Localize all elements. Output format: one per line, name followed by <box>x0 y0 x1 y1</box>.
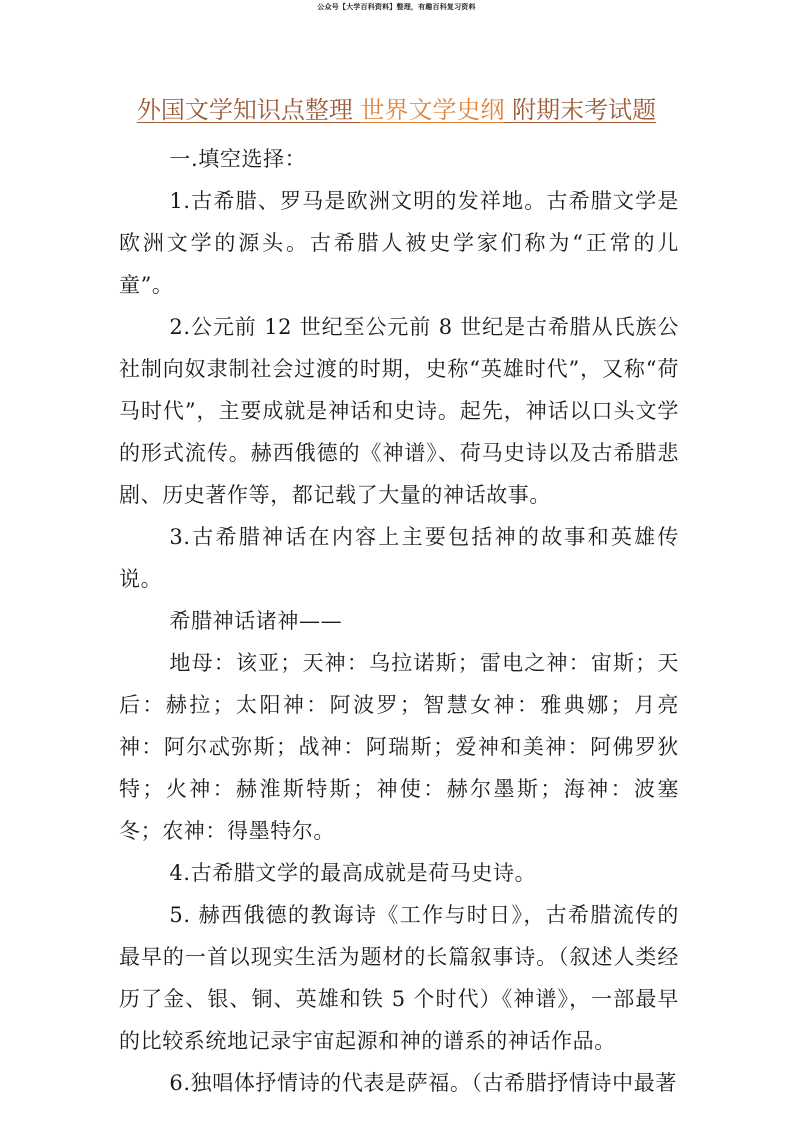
page-title <box>0 94 793 126</box>
title-gap <box>505 96 513 124</box>
top-banner: 公众号【大学百科资料】整理，有趣百科复习资料 <box>317 2 476 11</box>
gods-heading: 希腊神话诸神—— <box>169 609 343 633</box>
paragraph-4: 4.古希腊文学的最高成就是荷马史诗。 <box>169 861 537 885</box>
section-heading: 一.填空选择： <box>169 147 307 171</box>
title-segment-2: 世界文学史纲 <box>360 96 505 124</box>
title-segment-1: 外国文学知识点整理 <box>136 96 353 124</box>
title-gap <box>353 96 361 124</box>
gods-list: 地母：该亚；天神：乌拉诺斯；雷电之神：宙斯；天后：赫拉；太阳神：阿波罗；智慧女神：雅典娜；月亮神：阿尔忒弥斯；战神：阿瑞斯；爱神和美神：阿佛罗狄特；火神：赫淮斯特斯；神使：赫尔墨斯；海神：波塞冬；农神：得墨特尔。 <box>119 651 679 843</box>
document-body <box>119 138 679 1104</box>
paragraph-6: 6.独唱体抒情诗的代表是萨福。（古希腊抒情诗中最著 <box>169 1071 677 1095</box>
paragraph-2: 2.公元前 12 世纪至公元前 8 世纪是古希腊从氏族公社制向奴隶制社会过渡的时期，史称“英雄时代”，又称“荷马时代”，主要成就是神话和史诗。起先，神话以口头文学的形式流传。赫西俄德的《神谱》、荷马史诗以及古希腊悲剧、历史著作等，都记载了大量的神话故事。 <box>119 315 679 507</box>
paragraph-5: 5. 赫西俄德的教诲诗《工作与时日》，古希腊流传的最早的一首以现实生活为题材的长篇叙事诗。（叙述人类经历了金、银、铜、英雄和铁 5 个时代）《神谱》，一部最早的比较系统地记录宇宙起源和神的谱系的神话作品。 <box>119 903 679 1053</box>
paragraph-1: 1.古希腊、罗马是欧洲文明的发祥地。古希腊文学是欧洲文学的源头。古希腊人被史学家们称为“正常的儿童”。 <box>119 189 679 297</box>
paragraph-3: 3.古希腊神话在内容上主要包括神的故事和英雄传说。 <box>119 525 679 591</box>
title-segment-3: 附期末考试题 <box>512 96 657 124</box>
